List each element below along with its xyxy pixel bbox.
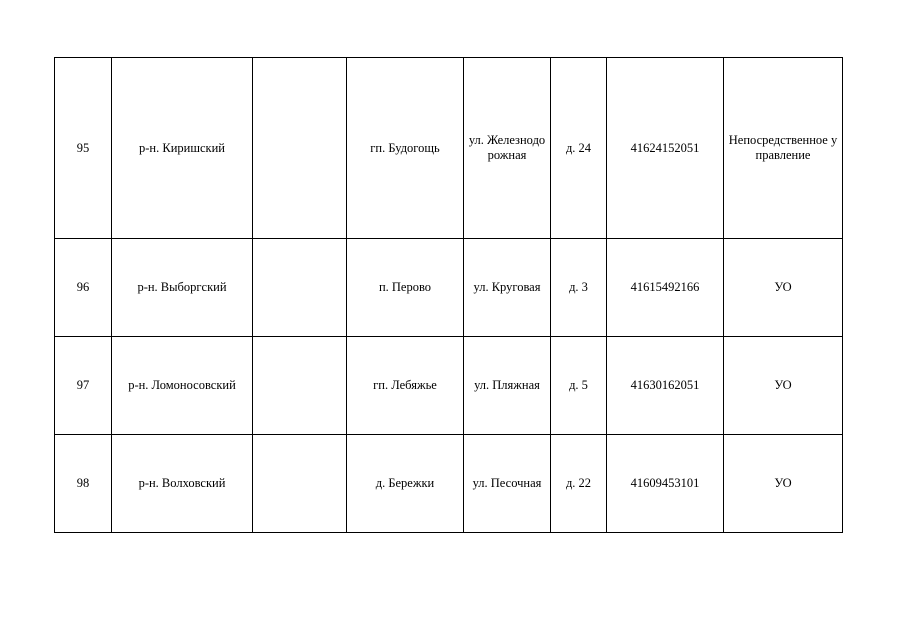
street-cell: ул. Пляжная bbox=[464, 337, 551, 435]
district-cell: р-н. Ломоносовский bbox=[112, 337, 253, 435]
street-cell: ул. Песочная bbox=[464, 435, 551, 533]
district-cell: р-н. Выборгский bbox=[112, 239, 253, 337]
code-cell: 41615492166 bbox=[607, 239, 724, 337]
table-row bbox=[55, 239, 843, 337]
code-cell: 41609453101 bbox=[607, 435, 724, 533]
street-cell: ул. Железнодорожная bbox=[464, 58, 551, 239]
district-cell: р-н. Волховский bbox=[112, 435, 253, 533]
row-number-cell: 97 bbox=[55, 337, 112, 435]
house-cell: д. 5 bbox=[551, 337, 607, 435]
settlement-cell: гп. Будогощь bbox=[347, 58, 464, 239]
house-cell: д. 24 bbox=[551, 58, 607, 239]
settlement-cell: п. Перово bbox=[347, 239, 464, 337]
row-number-cell: 96 bbox=[55, 239, 112, 337]
table-row bbox=[55, 435, 843, 533]
housing-registry-table bbox=[54, 57, 843, 533]
management-cell: УО bbox=[724, 435, 843, 533]
code-cell: 41624152051 bbox=[607, 58, 724, 239]
empty-cell bbox=[253, 337, 347, 435]
house-cell: д. 22 bbox=[551, 435, 607, 533]
street-cell: ул. Круговая bbox=[464, 239, 551, 337]
management-cell: УО bbox=[724, 337, 843, 435]
row-number-cell: 95 bbox=[55, 58, 112, 239]
empty-cell bbox=[253, 435, 347, 533]
table-row bbox=[55, 337, 843, 435]
row-number-cell: 98 bbox=[55, 435, 112, 533]
settlement-cell: д. Бережки bbox=[347, 435, 464, 533]
empty-cell bbox=[253, 239, 347, 337]
house-cell: д. 3 bbox=[551, 239, 607, 337]
table-row bbox=[55, 58, 843, 239]
management-cell: УО bbox=[724, 239, 843, 337]
code-cell: 41630162051 bbox=[607, 337, 724, 435]
management-cell: Непосредственное управление bbox=[724, 58, 843, 239]
district-cell: р-н. Киришский bbox=[112, 58, 253, 239]
empty-cell bbox=[253, 58, 347, 239]
settlement-cell: гп. Лебяжье bbox=[347, 337, 464, 435]
